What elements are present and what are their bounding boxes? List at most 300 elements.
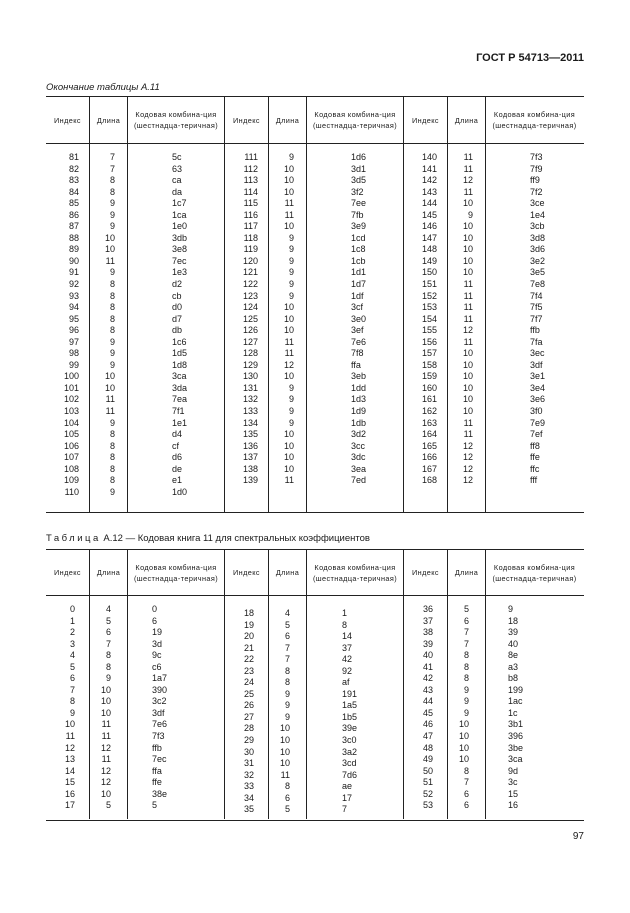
table-cell: 390 xyxy=(152,684,168,695)
table-cell: 22 xyxy=(243,654,254,665)
table-cell: 45 xyxy=(422,707,433,718)
table-cell: 3df xyxy=(152,707,165,718)
table-cell: 9 xyxy=(463,684,469,695)
table-cell: 14 xyxy=(342,631,353,642)
table-cell: 9 xyxy=(288,152,294,162)
table-cell: 3ec xyxy=(530,348,545,359)
table-cell: 82 xyxy=(68,163,79,174)
table-cell: 11 xyxy=(463,279,473,290)
table-cell: 8e xyxy=(508,650,519,661)
table-cell: 6 xyxy=(105,627,111,638)
table-cell: 11 xyxy=(105,406,115,417)
table-cell: 8 xyxy=(109,452,115,463)
table-cell: 9 xyxy=(109,209,115,220)
table-cell: 12 xyxy=(462,463,473,474)
table-cell: 1d9 xyxy=(351,406,367,417)
table-cell: 3e1 xyxy=(530,371,546,382)
table-cell: 13 xyxy=(64,754,75,765)
table-cell: 119 xyxy=(243,244,258,255)
table-cell: 12 xyxy=(462,325,473,336)
header-length: Длина xyxy=(269,550,307,595)
table-cell: 9 xyxy=(109,348,115,359)
table-cell: 164 xyxy=(421,429,437,440)
table-cell: db xyxy=(172,325,183,336)
table-cell: 110 xyxy=(64,486,79,497)
table-cell: 7 xyxy=(463,638,469,649)
table-cell: 6 xyxy=(463,788,469,799)
table-cell: 36 xyxy=(422,604,433,614)
header-length: Длина xyxy=(448,97,486,143)
table-cell: 147 xyxy=(421,232,437,243)
table-cell: 9 xyxy=(288,244,294,255)
table-cell: 9 xyxy=(288,406,294,417)
table-a11 xyxy=(46,96,584,513)
table-cell: 126 xyxy=(242,325,258,336)
table-cell: 7ec xyxy=(172,255,187,266)
table-cell: 3c xyxy=(508,777,518,788)
table-cell: 10 xyxy=(462,371,473,382)
table-cell: 7e9 xyxy=(530,417,546,428)
table-cell: 48 xyxy=(422,742,433,753)
table-cell: ff9 xyxy=(530,175,540,186)
table-cell: 10 xyxy=(462,255,473,266)
table-cell: 3be xyxy=(508,742,524,753)
table-cell: 3f0 xyxy=(530,406,543,417)
table-cell: 0 xyxy=(152,604,158,614)
table-cell: 3dc xyxy=(351,452,366,463)
table-cell: 132 xyxy=(242,394,258,405)
table-cell: 4 xyxy=(284,608,290,618)
table-cell: 93 xyxy=(68,290,79,301)
table-cell: 96 xyxy=(68,325,79,336)
table-cell: 20 xyxy=(243,631,254,642)
table-cell: 8 xyxy=(109,302,115,313)
table-cell: 10 xyxy=(279,735,290,746)
table-cell: e1 xyxy=(172,475,183,486)
table-cell: 3d xyxy=(152,638,163,649)
table-cell: 8 xyxy=(342,619,348,630)
table-cell: 3ca xyxy=(172,371,187,382)
table-cell: 10 xyxy=(100,788,111,799)
table-cell: 7f5 xyxy=(530,302,543,313)
table-cell: 1c7 xyxy=(172,198,187,209)
table-cell: 8 xyxy=(109,325,115,336)
table-cell: 10 xyxy=(283,313,294,324)
table-cell: 1c xyxy=(508,707,518,718)
table-cell: 1dd xyxy=(351,382,367,393)
table-cell: 10 xyxy=(279,723,290,734)
table-cell: 3e5 xyxy=(530,267,546,278)
table-cell: 7fa xyxy=(530,336,543,347)
table-cell: 101 xyxy=(63,382,79,393)
table-cell: 151 xyxy=(421,279,437,290)
table-cell: 7 xyxy=(284,642,290,653)
table-cell: 18 xyxy=(243,608,254,618)
table-cell: 100 xyxy=(63,371,79,382)
table-cell: 92 xyxy=(342,665,353,676)
table-cell: 136 xyxy=(242,440,258,451)
table-cell: 9 xyxy=(288,255,294,266)
table-cell: 95 xyxy=(68,313,79,324)
table-cell: 12 xyxy=(462,440,473,451)
table-cell: 114 xyxy=(243,186,258,197)
header-code: Кодовая комбина-ция (шестнадца-теричная) xyxy=(128,550,225,595)
table-cell: 32 xyxy=(243,769,254,780)
table-cell: 1e1 xyxy=(172,417,188,428)
table-cell: 15 xyxy=(508,788,519,799)
column-index xyxy=(404,596,448,819)
table-cell: 5 xyxy=(284,619,290,630)
table-cell: c6 xyxy=(152,661,162,672)
table-cell: ffa xyxy=(152,765,162,776)
table-cell: 11 xyxy=(463,290,473,301)
table-a12-caption-number: А.12 xyxy=(103,533,123,544)
table-cell: 1c6 xyxy=(172,336,187,347)
table-cell: de xyxy=(172,463,183,474)
table-cell: ffb xyxy=(152,742,162,753)
table-cell: ff8 xyxy=(530,440,540,451)
table-cell: 1a5 xyxy=(342,700,358,711)
table-cell: 7 xyxy=(284,654,290,665)
table-cell: 113 xyxy=(243,175,258,186)
table-cell: 94 xyxy=(68,302,79,313)
table-cell: 103 xyxy=(63,406,79,417)
column-group-1 xyxy=(46,596,225,819)
table-cell: 11 xyxy=(101,731,111,742)
table-cell: 30 xyxy=(243,746,254,757)
table-cell: 3cf xyxy=(351,302,364,313)
table-cell: 3f2 xyxy=(351,186,364,197)
table-cell: 152 xyxy=(421,290,437,301)
table-cell: 7 xyxy=(463,777,469,788)
table-cell: 42 xyxy=(342,654,353,665)
table-cell: 18 xyxy=(508,615,519,626)
table-cell: 47 xyxy=(422,731,433,742)
table-cell: 3a2 xyxy=(342,746,358,757)
table-cell: 90 xyxy=(68,255,79,266)
table-cell: 11 xyxy=(280,769,290,780)
table-cell: d6 xyxy=(172,452,183,463)
table-cell: 12 xyxy=(462,452,473,463)
table-cell: 396 xyxy=(508,731,524,742)
table-cell: 7f4 xyxy=(530,290,543,301)
table-cell: 3e9 xyxy=(351,221,367,232)
table-cell: 3d8 xyxy=(530,232,546,243)
table-cell: 84 xyxy=(68,186,79,197)
table-cell: 7f1 xyxy=(172,406,185,417)
table-cell: 35 xyxy=(243,804,254,815)
table-cell: 1 xyxy=(342,608,348,618)
table-cell: 10 xyxy=(462,267,473,278)
table-cell: 155 xyxy=(421,325,437,336)
table-cell: 4 xyxy=(105,604,111,614)
table-cell: 8 xyxy=(109,313,115,324)
table-cell: 117 xyxy=(243,221,258,232)
table-cell: 11 xyxy=(105,394,115,405)
table-cell: 38e xyxy=(152,788,168,799)
header-code: Кодовая комбина-ция (шестнадца-теричная) xyxy=(492,110,577,130)
table-a12-header xyxy=(46,550,584,596)
table-cell: 144 xyxy=(421,198,437,209)
table-cell: 49 xyxy=(422,754,433,765)
table-cell: 191 xyxy=(342,688,358,699)
table-cell: 3e4 xyxy=(530,382,546,393)
column-code xyxy=(486,144,583,512)
table-cell: ffe xyxy=(152,777,162,788)
table-cell: 146 xyxy=(421,221,437,232)
table-cell: 9 xyxy=(109,486,115,497)
table-cell: 11 xyxy=(101,754,111,765)
table-cell: 43 xyxy=(422,684,433,695)
table-cell: 7 xyxy=(105,638,111,649)
table-cell: 9 xyxy=(288,394,294,405)
table-cell: 3da xyxy=(172,382,188,393)
table-cell: 1b5 xyxy=(342,711,358,722)
header-code: Кодовая комбина-ция (шестнадца-теричная) xyxy=(307,550,404,595)
table-cell: 10 xyxy=(283,186,294,197)
table-cell: 6 xyxy=(463,615,469,626)
table-cell: 3b1 xyxy=(508,719,524,730)
table-cell: 42 xyxy=(422,673,433,684)
table-cell: 1ac xyxy=(508,696,523,707)
table-cell: 145 xyxy=(421,209,437,220)
table-cell: 7ee xyxy=(351,198,367,209)
table-cell: da xyxy=(172,186,183,197)
table-cell: 11 xyxy=(284,475,294,486)
table-cell: 10 xyxy=(100,696,111,707)
table-cell: 6 xyxy=(284,792,290,803)
table-cell: 5 xyxy=(152,800,158,811)
table-cell: d7 xyxy=(172,313,183,324)
column-index xyxy=(404,144,448,512)
table-cell: 102 xyxy=(63,394,79,405)
header-length: Длина xyxy=(448,550,486,595)
column-length xyxy=(90,144,128,512)
table-cell: 9 xyxy=(288,279,294,290)
table-cell: 3d6 xyxy=(530,244,546,255)
table-cell: 115 xyxy=(243,198,258,209)
table-cell: 9 xyxy=(463,696,469,707)
column-length xyxy=(269,144,307,512)
table-cell: 7e6 xyxy=(351,336,367,347)
table-cell: 10 xyxy=(104,244,115,255)
table-cell: 8 xyxy=(105,650,111,661)
table-cell: d0 xyxy=(172,302,183,313)
table-cell: 11 xyxy=(463,336,473,347)
table-cell: 1e0 xyxy=(172,221,188,232)
table-cell: 8 xyxy=(109,429,115,440)
table-cell: 11 xyxy=(284,348,294,359)
column-group-2 xyxy=(225,144,404,512)
table-cell: 14 xyxy=(64,765,75,776)
table-cell: 3ca xyxy=(508,754,523,765)
table-cell: 0 xyxy=(69,604,75,614)
table-cell: 120 xyxy=(242,255,258,266)
table-cell: 1df xyxy=(351,290,364,301)
table-cell: 37 xyxy=(342,642,353,653)
table-cell: 1d0 xyxy=(172,486,188,497)
page-number: 97 xyxy=(572,831,584,842)
table-cell: 2 xyxy=(69,627,75,638)
table-cell: 25 xyxy=(243,688,254,699)
table-cell: 138 xyxy=(242,463,258,474)
table-cell: 12 xyxy=(64,742,75,753)
header-index: Индекс xyxy=(46,550,90,595)
table-cell: 1ca xyxy=(172,209,187,220)
table-cell: 3db xyxy=(172,232,188,243)
table-cell: 7ec xyxy=(152,754,167,765)
table-cell: 16 xyxy=(64,788,75,799)
table-cell: 41 xyxy=(422,661,433,672)
column-code xyxy=(128,596,225,819)
table-a12-caption xyxy=(46,533,370,544)
table-cell: 8 xyxy=(109,475,115,486)
table-cell: 10 xyxy=(458,742,469,753)
table-cell: cf xyxy=(172,440,180,451)
table-cell: 46 xyxy=(422,719,433,730)
table-cell: 159 xyxy=(421,371,437,382)
table-cell: 9c xyxy=(152,650,162,661)
table-cell: 86 xyxy=(68,209,79,220)
table-cell: 3e8 xyxy=(172,244,188,255)
table-cell: 10 xyxy=(283,452,294,463)
column-code xyxy=(486,596,583,819)
table-cell: 5 xyxy=(284,804,290,815)
table-cell: 5 xyxy=(105,615,111,626)
table-cell: 29 xyxy=(243,735,254,746)
table-cell: 17 xyxy=(64,800,75,811)
table-cell: 44 xyxy=(422,696,433,707)
header-length: Длина xyxy=(269,97,307,143)
table-cell: 7fb xyxy=(351,209,364,220)
table-cell: 125 xyxy=(242,313,258,324)
table-cell: 8 xyxy=(69,696,75,707)
table-cell: 5 xyxy=(463,604,469,614)
table-cell: 7e6 xyxy=(152,719,168,730)
table-cell: ca xyxy=(172,175,182,186)
table-cell: 10 xyxy=(462,359,473,370)
table-cell: ffe xyxy=(530,452,540,463)
table-cell: ae xyxy=(342,781,353,792)
table-cell: 88 xyxy=(68,232,79,243)
table-cell: 8 xyxy=(463,661,469,672)
table-cell: 12 xyxy=(100,742,111,753)
table-cell: 3df xyxy=(530,359,543,370)
table-cell: 3cc xyxy=(351,440,366,451)
table-cell: 1d3 xyxy=(351,394,367,405)
table-cell: 97 xyxy=(68,336,79,347)
table-cell: ffb xyxy=(530,325,540,336)
table-cell: 11 xyxy=(463,186,473,197)
table-cell: 8 xyxy=(284,781,290,792)
table-cell: 10 xyxy=(279,758,290,769)
table-cell: 7f7 xyxy=(530,313,543,324)
table-cell: 39e xyxy=(342,723,358,734)
table-cell: 10 xyxy=(283,463,294,474)
table-cell: ffc xyxy=(530,463,540,474)
table-cell: 10 xyxy=(458,731,469,742)
table-cell: 5c xyxy=(172,152,182,162)
document-code: ГОСТ Р 54713—2011 xyxy=(476,52,584,64)
table-cell: 1cd xyxy=(351,232,366,243)
table-cell: 11 xyxy=(284,336,294,347)
table-cell: 9 xyxy=(288,267,294,278)
table-cell: 158 xyxy=(421,359,437,370)
table-cell: 3d2 xyxy=(351,429,367,440)
table-cell: 50 xyxy=(422,765,433,776)
table-cell: 87 xyxy=(68,221,79,232)
table-cell: 167 xyxy=(421,463,437,474)
table-cell: 98 xyxy=(68,348,79,359)
table-cell: 3e6 xyxy=(530,394,546,405)
table-cell: 6 xyxy=(152,615,158,626)
table-cell: 83 xyxy=(68,175,79,186)
table-cell: 3ea xyxy=(351,463,367,474)
table-cell: 133 xyxy=(242,406,258,417)
table-cell: 8 xyxy=(463,673,469,684)
table-cell: 3eb xyxy=(351,371,367,382)
table-cell: 8 xyxy=(109,290,115,301)
table-cell: 38 xyxy=(422,627,433,638)
table-cell: 8 xyxy=(109,175,115,186)
table-cell: 9 xyxy=(288,232,294,243)
column-code xyxy=(307,596,404,819)
table-cell: 10 xyxy=(104,382,115,393)
table-cell: 24 xyxy=(243,677,254,688)
table-cell: 10 xyxy=(462,221,473,232)
table-cell: 9 xyxy=(508,604,514,614)
table-cell: 17 xyxy=(342,792,353,803)
column-length xyxy=(90,596,128,819)
table-cell: 1d5 xyxy=(172,348,188,359)
table-cell: 9 xyxy=(284,711,290,722)
table-a11-caption: Окончание таблицы А.11 xyxy=(46,82,160,93)
table-cell: 92 xyxy=(68,279,79,290)
header-length: Длина xyxy=(90,97,128,143)
table-cell: 10 xyxy=(100,684,111,695)
table-cell: 39 xyxy=(508,627,519,638)
table-cell: 12 xyxy=(283,359,294,370)
table-cell: 124 xyxy=(242,302,258,313)
table-cell: af xyxy=(342,677,350,688)
table-cell: 12 xyxy=(462,175,473,186)
table-cell: 105 xyxy=(63,429,79,440)
table-cell: 27 xyxy=(243,711,254,722)
column-index xyxy=(46,596,90,819)
column-index xyxy=(46,144,90,512)
table-cell: 148 xyxy=(421,244,437,255)
table-cell: 166 xyxy=(421,452,437,463)
table-cell: 1cb xyxy=(351,255,366,266)
table-cell: ffa xyxy=(351,359,361,370)
table-cell: 5 xyxy=(69,661,75,672)
table-cell: 12 xyxy=(462,475,473,486)
header-index: Индекс xyxy=(225,97,269,143)
table-cell: 3e2 xyxy=(530,255,546,266)
table-cell: 111 xyxy=(244,152,258,162)
table-cell: 3cd xyxy=(342,758,357,769)
table-cell: 9 xyxy=(109,267,115,278)
table-cell: 7f2 xyxy=(530,186,543,197)
table-cell: 11 xyxy=(463,417,473,428)
table-cell: 3d1 xyxy=(351,163,367,174)
table-cell: 11 xyxy=(463,313,473,324)
table-cell: 9 xyxy=(109,221,115,232)
table-cell: fff xyxy=(530,475,538,486)
table-cell: 28 xyxy=(243,723,254,734)
table-cell: 9 xyxy=(69,707,75,718)
table-cell: 9 xyxy=(288,290,294,301)
